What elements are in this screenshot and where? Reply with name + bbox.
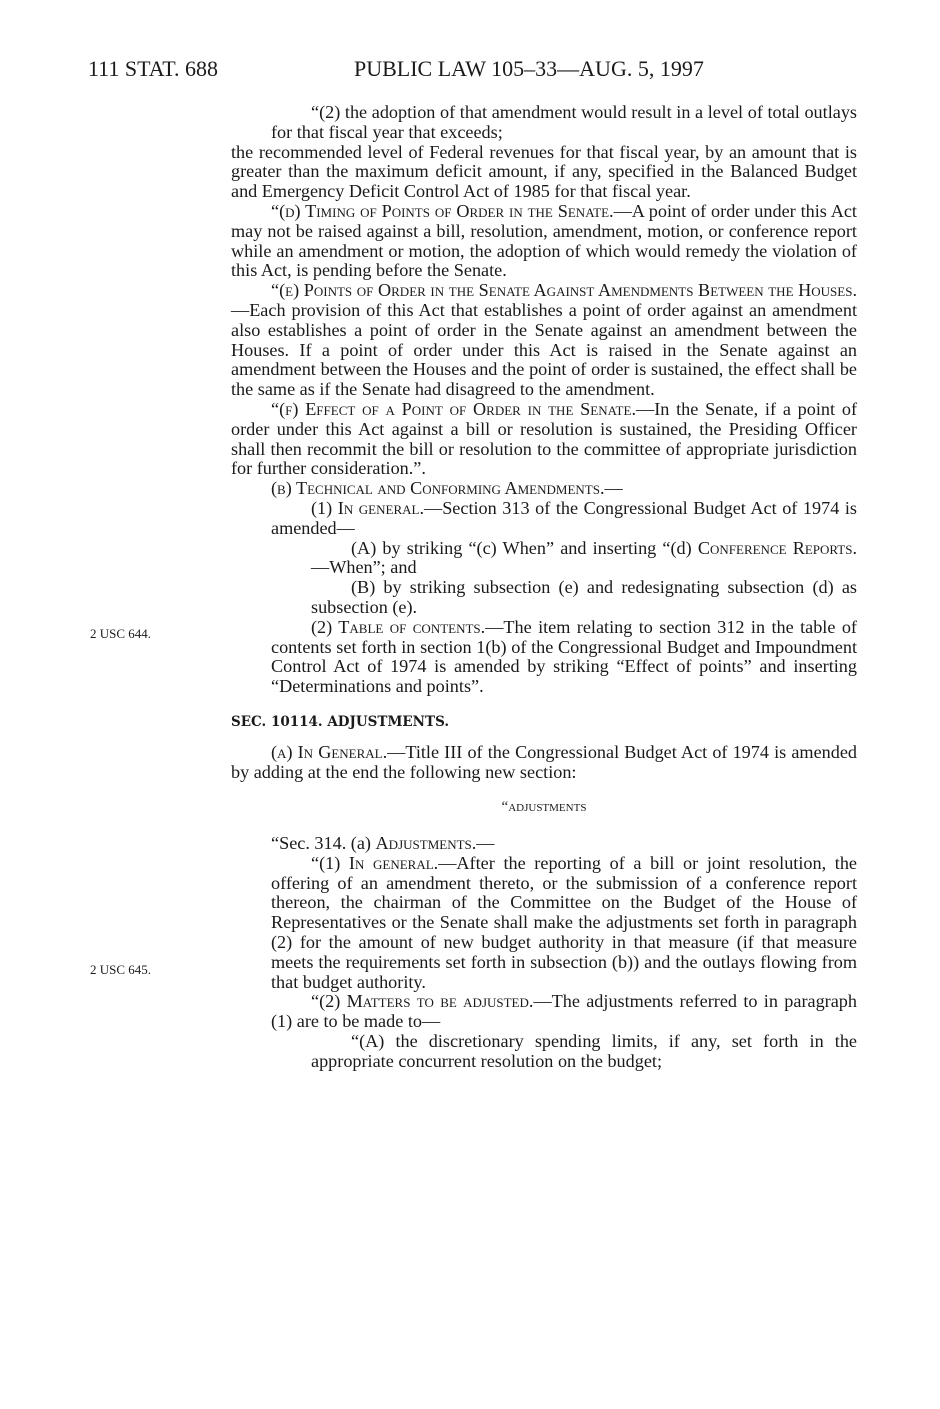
margin-note-usc-644: 2 USC 644. (90, 626, 152, 641)
paragraph: “(d) Timing of Points of Order in the Senate.—A point of order under this Act may not be raised against a bill, resolution, amendment, motion, or conference report while an amendment or motion, the adoption of which would remedy the violation of this Act, is pending before the Senate. (231, 200, 857, 281)
public-law-title: PUBLIC LAW 105–33—AUG. 5, 1997 (354, 56, 704, 81)
paragraph-heading: (2) Table of contents. (311, 616, 486, 637)
center-heading: “adjustments (501, 799, 587, 816)
subsection-heading: “(e) Points of Order in the Senate Against Amendments Between the Houses. (271, 280, 857, 301)
statute-page-number: 111 STAT. 688 (88, 56, 219, 81)
subsection-heading: “(d) Timing of Points of Order in the Senate. (271, 200, 614, 221)
paragraph: (1) In general.—Section 313 of the Congressional Budget Act of 1974 is amended— (271, 497, 858, 538)
subsection-heading: “(f) Effect of a Point of Order in the Senate. (271, 398, 636, 419)
paragraph: “(1) In general.—After the reporting of a bill or joint resolution, the offering of an amendment thereto, or the submission of a conference report thereon, the chairman of the Committee on the Budget of the House of Representatives or the Senate shall make the adjustments set forth in paragraph (2) for the amount of new budget authority in that measure (if that measure meets the requirements set forth in subsection (b)) and the outlays flowing from that budget authority. (271, 852, 857, 992)
paragraph: “(e) Points of Order in the Senate Against Amendments Between the Houses.—Each provision of this Act that establishes a point of order against an amendment also establishes a point of order in the Senate against an amendment between the Houses. If a point of order under this Act is raised in the Senate against an amendment between the Houses and the point of order is sustained, the effect shall be the same as if the Senate had disagreed to the amendment. (231, 280, 857, 400)
paragraph: “Sec. 314. (a) Adjustments.— (271, 833, 495, 854)
paragraph: the recommended level of Federal revenues for that fiscal year, by an amount that is greater than the maximum deficit amount, if any, specified in the Balanced Budget and Emergency Deficit Control Act of 1985 for that fiscal year. (231, 141, 857, 202)
section-heading: SEC. 10114. ADJUSTMENTS. (231, 713, 450, 730)
document-body (231, 103, 857, 1072)
paragraph: “(2) Matters to be adjusted.—The adjustments referred to in paragraph (1) are to be made to— (271, 991, 857, 1032)
paragraph: “(A) the discretionary spending limits, if any, set forth in the appropriate concurrent resolution on the budget; (311, 1031, 857, 1071)
subsection-heading: (a) In General. (271, 741, 388, 762)
paragraph: (A) by striking “(c) When” and inserting “(d) Conference Reports.—When”; and (311, 537, 858, 578)
paragraph: “(2) the adoption of that amendment would result in a level of total outlays for that fiscal year that exceeds; (271, 102, 857, 142)
paragraph: (B) by striking subsection (e) and redesignating subsection (d) as subsection (e). (311, 577, 857, 617)
paragraph: (2) Table of contents.—The item relating to section 312 in the table of contents set forth in section 1(b) of the Congressional Budget and Impoundment Control Act of 1974 is amended by striking “Effect of points” and inserting “Determinations and points”. (271, 616, 857, 697)
subsection-heading: (b) Technical and Conforming Amendments.— (271, 478, 623, 499)
page-header (0, 56, 940, 86)
paragraph-heading: “(2) Matters to be adjusted. (311, 991, 534, 1012)
paragraph: (a) In General.—Title III of the Congressional Budget Act of 1974 is amended by adding at the end the following new section: (231, 741, 857, 782)
margin-note-usc-645: 2 USC 645. (90, 962, 152, 977)
paragraph: “(f) Effect of a Point of Order in the Senate.—In the Senate, if a point of order under this Act against a bill or resolution is sustained, the Presiding Officer shall then recommit the bill or resolution to the committee of appropriate jurisdiction for further consideration.”. (231, 398, 858, 479)
paragraph-heading: “(1) In general. (311, 852, 439, 873)
paragraph-heading: (1) In general. (311, 497, 424, 518)
